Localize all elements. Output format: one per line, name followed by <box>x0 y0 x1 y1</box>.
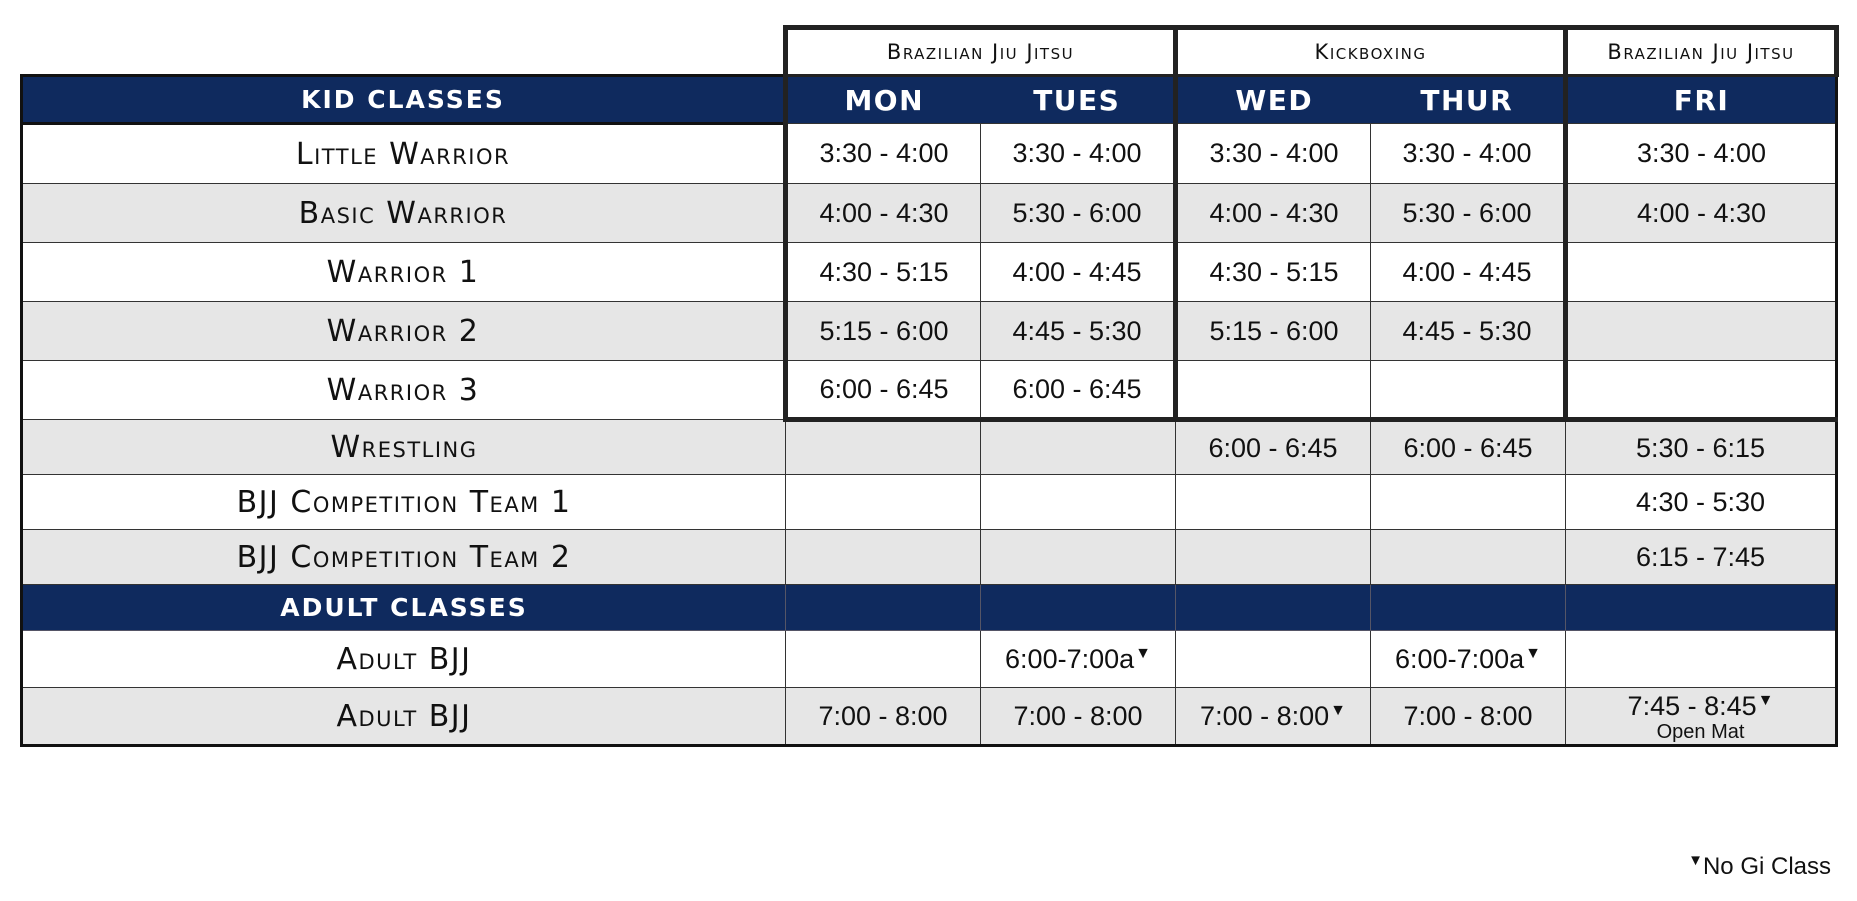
program-label-wed-thu: Kickboxing <box>1176 28 1566 76</box>
class-row <box>22 124 1837 184</box>
class-name: Adult BJJ <box>22 631 786 688</box>
time-text: 4:00 - 4:45 <box>1402 256 1532 287</box>
kid-classes-header: KID CLASSES <box>22 76 786 124</box>
time-text: 5:30 - 6:15 <box>1635 432 1766 463</box>
time-text: 4:45 - 5:30 <box>1402 315 1532 346</box>
time-slot-mon <box>786 688 981 746</box>
time-text: 6:00 - 6:45 <box>1403 432 1533 463</box>
time-slot-mon <box>786 631 981 688</box>
time-slot-thur <box>1371 631 1566 688</box>
time-slot-mon <box>786 243 981 302</box>
time-slot-tues <box>981 361 1176 420</box>
class-name: Adult BJJ <box>22 688 786 746</box>
class-name: Warrior 1 <box>22 243 786 302</box>
time-text: 3:30 - 4:00 <box>1012 138 1142 168</box>
class-row <box>22 243 1837 302</box>
class-name: Wrestling <box>22 420 786 475</box>
time-text: 4:00 - 4:30 <box>1209 197 1339 228</box>
time-text: 7:00 - 8:00 <box>1200 700 1330 731</box>
time-slot-tues <box>981 243 1176 302</box>
adult-header-fill <box>1176 585 1371 631</box>
time-slot-thur <box>1371 243 1566 302</box>
adult-classes-body <box>22 631 1837 746</box>
time-slot-thur <box>1371 688 1566 746</box>
time-text: 4:30 - 5:15 <box>1209 256 1339 287</box>
class-name: Warrior 2 <box>22 302 786 361</box>
time-text: 6:15 - 7:45 <box>1635 541 1766 572</box>
time-text: 3:30 - 4:00 <box>1209 138 1339 168</box>
time-slot-wed <box>1176 420 1371 475</box>
time-text: 6:00 - 6:45 <box>819 373 949 404</box>
time-text: 6:00 - 6:45 <box>1012 373 1142 404</box>
adult-header-row <box>22 585 1837 631</box>
time-slot-tues <box>981 631 1176 688</box>
class-name: Little Warrior <box>22 124 786 184</box>
time-slot-mon <box>786 361 981 420</box>
day-header-mon: MON <box>786 76 981 124</box>
time-slot-wed <box>1176 530 1371 585</box>
time-slot-thur <box>1371 361 1566 420</box>
time-slot-wed <box>1176 124 1371 184</box>
time-slot-fri <box>1566 530 1837 585</box>
no-gi-marker-icon: ▼ <box>1525 644 1541 662</box>
time-slot-fri <box>1566 688 1837 746</box>
time-slot-wed <box>1176 361 1371 420</box>
adult-header-fill <box>786 585 981 631</box>
time-slot-thur <box>1371 184 1566 243</box>
day-header-fri: FRI <box>1566 76 1837 124</box>
class-name: Warrior 3 <box>22 361 786 420</box>
class-schedule-table <box>20 25 1839 747</box>
time-slot-mon <box>786 475 981 530</box>
time-slot-tues <box>981 530 1176 585</box>
time-slot-mon <box>786 302 981 361</box>
program-header-spacer <box>22 28 786 76</box>
program-label-fri: Brazilian Jiu Jitsu <box>1566 28 1837 76</box>
no-gi-marker-icon: ▼ <box>1330 701 1346 719</box>
program-header-row <box>22 28 1837 76</box>
time-text: 7:00 - 8:00 <box>818 700 948 731</box>
time-slot-thur <box>1371 475 1566 530</box>
time-slot-thur <box>1371 124 1566 184</box>
time-text: 6:00-7:00a <box>1005 643 1135 674</box>
time-slot-tues <box>981 420 1176 475</box>
time-text: 7:00 - 8:00 <box>1403 700 1533 731</box>
time-slot-mon <box>786 530 981 585</box>
time-slot-tues <box>981 688 1176 746</box>
class-row <box>22 420 1837 475</box>
class-row <box>22 530 1837 585</box>
program-label-mon-tue: Brazilian Jiu Jitsu <box>786 28 1176 76</box>
time-text: 3:30 - 4:00 <box>819 138 949 168</box>
time-slot-wed <box>1176 475 1371 530</box>
time-slot-tues <box>981 475 1176 530</box>
time-slot-fri <box>1566 184 1837 243</box>
time-slot-tues <box>981 124 1176 184</box>
time-text: 4:00 - 4:30 <box>819 197 949 228</box>
time-slot-thur <box>1371 530 1566 585</box>
time-slot-fri <box>1566 302 1837 361</box>
time-slot-thur <box>1371 420 1566 475</box>
time-text: 5:30 - 6:00 <box>1012 197 1142 228</box>
class-row <box>22 631 1837 688</box>
time-text: 5:30 - 6:00 <box>1402 197 1532 228</box>
time-slot-fri <box>1566 361 1837 420</box>
time-slot-thur <box>1371 302 1566 361</box>
time-text: 5:15 - 6:00 <box>819 315 949 346</box>
day-header-wed: WED <box>1176 76 1371 124</box>
class-row <box>22 361 1837 420</box>
time-slot-mon <box>786 184 981 243</box>
kid-classes-body <box>22 124 1837 585</box>
time-text: 3:30 - 4:00 <box>1636 138 1767 168</box>
time-slot-tues <box>981 184 1176 243</box>
time-slot-wed <box>1176 184 1371 243</box>
day-header-thur: THUR <box>1371 76 1566 124</box>
time-slot-wed <box>1176 688 1371 746</box>
time-text: 7:45 - 8:45 <box>1627 690 1757 721</box>
time-slot-fri <box>1566 631 1837 688</box>
footnote-text: No Gi Class <box>1702 853 1831 880</box>
adult-header-fill <box>1566 585 1837 631</box>
time-text: 4:45 - 5:30 <box>1012 315 1142 346</box>
no-gi-marker-icon: ▼ <box>1135 644 1151 662</box>
no-gi-marker-icon: ▼ <box>1688 852 1703 869</box>
time-slot-fri <box>1566 243 1837 302</box>
day-header-row <box>22 76 1837 124</box>
class-row <box>22 184 1837 243</box>
time-text: 4:00 - 4:45 <box>1012 256 1142 287</box>
class-row <box>22 688 1837 746</box>
time-slot-wed <box>1176 243 1371 302</box>
time-slot-wed <box>1176 302 1371 361</box>
time-text: 5:15 - 6:00 <box>1209 315 1339 346</box>
no-gi-marker-icon: ▼ <box>1757 691 1774 709</box>
time-text: 7:00 - 8:00 <box>1013 700 1143 731</box>
class-name: Basic Warrior <box>22 184 786 243</box>
class-name: BJJ Competition Team 2 <box>22 530 786 585</box>
time-slot-mon <box>786 124 981 184</box>
adult-header-fill <box>981 585 1176 631</box>
adult-classes-header: ADULT CLASSES <box>22 585 786 631</box>
time-slot-fri <box>1566 475 1837 530</box>
adult-header-fill <box>1371 585 1566 631</box>
time-slot-wed <box>1176 631 1371 688</box>
time-text: 4:30 - 5:30 <box>1635 486 1766 517</box>
time-text: 4:30 - 5:15 <box>819 256 949 287</box>
time-slot-tues <box>981 302 1176 361</box>
time-slot-mon <box>786 420 981 475</box>
time-text: 6:00-7:00a <box>1395 643 1525 674</box>
footnote <box>1687 852 1831 881</box>
time-text: 6:00 - 6:45 <box>1208 432 1338 463</box>
class-row <box>22 475 1837 530</box>
time-slot-fri <box>1566 420 1837 475</box>
open-mat-note: Open Mat <box>1656 720 1745 743</box>
time-slot-fri <box>1566 124 1837 184</box>
class-name: BJJ Competition Team 1 <box>22 475 786 530</box>
day-header-tues: TUES <box>981 76 1176 124</box>
time-text: 4:00 - 4:30 <box>1636 197 1767 228</box>
class-row <box>22 302 1837 361</box>
time-text: 3:30 - 4:00 <box>1402 138 1532 168</box>
